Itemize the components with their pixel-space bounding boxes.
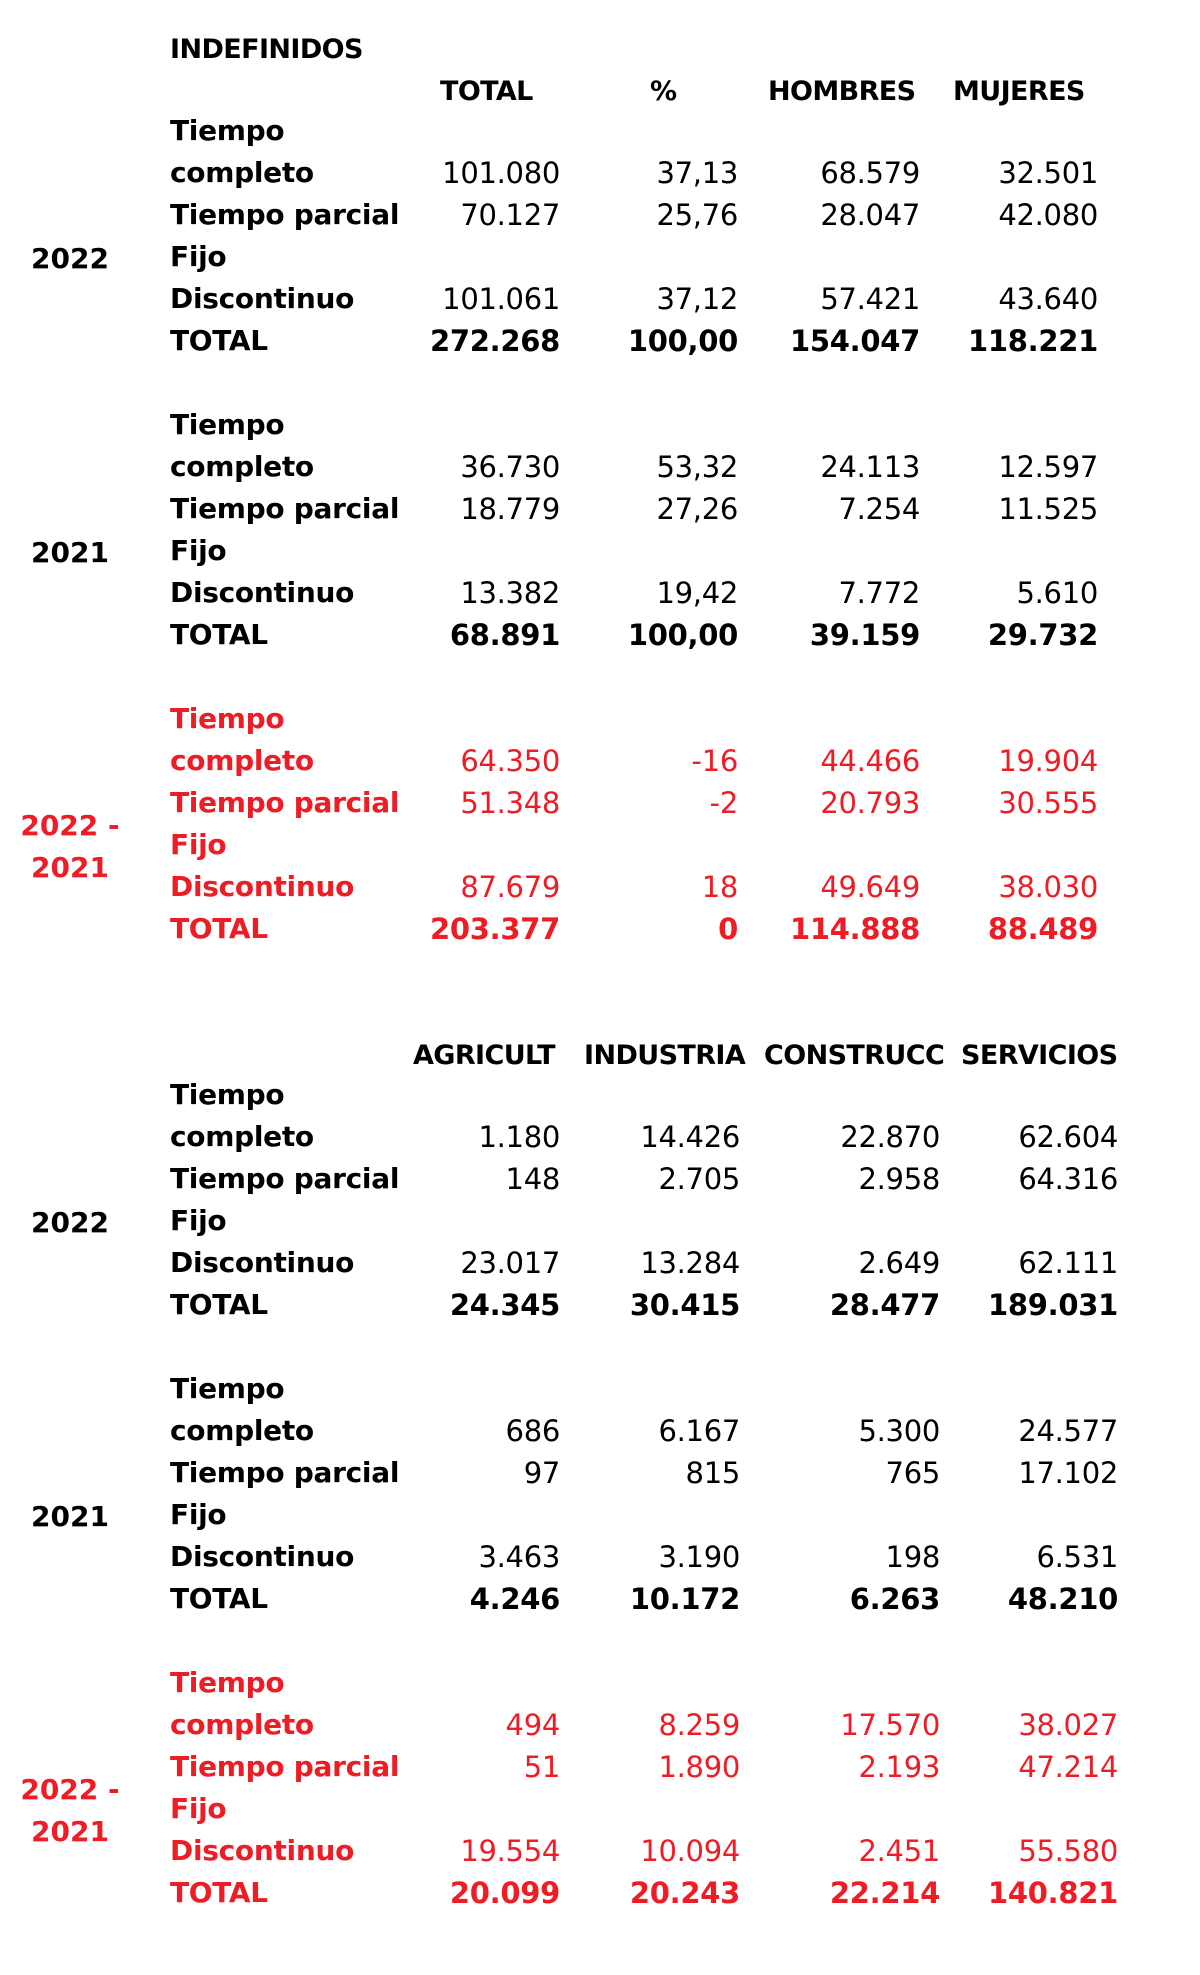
row-label: Tiempo	[170, 1372, 285, 1405]
header-total: TOTAL	[440, 76, 533, 107]
row-label: Tiempo parcial	[170, 786, 400, 819]
year-label: 2022	[31, 1206, 109, 1239]
table-cell: 6.263	[849, 1582, 940, 1616]
table-cell: 118.221	[968, 324, 1098, 358]
table-cell: 101.080	[442, 156, 560, 190]
row-label: Tiempo parcial	[170, 198, 400, 231]
table-cell: 20.793	[820, 786, 920, 820]
table-cell: 1.890	[658, 1750, 740, 1784]
row-label: Fijo	[170, 828, 227, 861]
table-cell: 97	[523, 1456, 560, 1490]
row-label: TOTAL	[170, 1582, 268, 1615]
table-cell: 30.555	[998, 786, 1098, 820]
table-cell: 24.113	[820, 450, 920, 484]
table-cell: 10.172	[629, 1582, 740, 1616]
row-label: Discontinuo	[170, 870, 355, 903]
row-label: TOTAL	[170, 1288, 268, 1321]
table-cell: 70.127	[460, 198, 560, 232]
table-cell: 44.466	[820, 744, 920, 778]
table-cell: 2.451	[858, 1834, 940, 1868]
row-label: completo	[170, 1120, 314, 1153]
table-cell: 272.268	[430, 324, 560, 358]
header-servicios: SERVICIOS	[961, 1040, 1118, 1071]
table-cell: 11.525	[998, 492, 1098, 526]
row-label: Tiempo parcial	[170, 1456, 400, 1489]
header-hombres: HOMBRES	[768, 76, 916, 107]
table-cell: 3.190	[658, 1540, 740, 1574]
row-label: Tiempo	[170, 1666, 285, 1699]
table-cell: 8.259	[658, 1708, 740, 1742]
table-cell: 36.730	[460, 450, 560, 484]
table-cell: 47.214	[1018, 1750, 1118, 1784]
table-cell: 2.649	[858, 1246, 940, 1280]
table-cell: -2	[709, 786, 738, 820]
table-cell: 19.904	[998, 744, 1098, 778]
table-cell: 17.102	[1018, 1456, 1118, 1490]
page-title: INDEFINIDOS	[170, 34, 363, 65]
table-cell: 3.463	[478, 1540, 560, 1574]
row-label: Fijo	[170, 1498, 227, 1531]
table-cell: 68.891	[449, 618, 560, 652]
table-cell: 19.554	[460, 1834, 560, 1868]
header-percent: %	[650, 76, 677, 107]
table-cell: 815	[685, 1456, 740, 1490]
table-cell: 20.243	[629, 1876, 740, 1910]
table-cell: 27,26	[656, 492, 738, 526]
row-label: Discontinuo	[170, 282, 355, 315]
table-cell: 6.531	[1036, 1540, 1118, 1574]
table-cell: 19,42	[656, 576, 738, 610]
table-cell: 140.821	[988, 1876, 1118, 1910]
table-cell: 2.958	[858, 1162, 940, 1196]
table-cell: 64.316	[1018, 1162, 1118, 1196]
table-cell: 1.180	[478, 1120, 560, 1154]
year-label: 2022 - 2021	[20, 809, 120, 884]
header-mujeres: MUJERES	[953, 76, 1085, 107]
row-label: TOTAL	[170, 324, 268, 357]
header-agricult: AGRICULT	[413, 1040, 555, 1071]
row-label: Tiempo parcial	[170, 1162, 400, 1195]
table-cell: 686	[505, 1414, 560, 1448]
row-label: TOTAL	[170, 1876, 268, 1909]
table-cell: 20.099	[449, 1876, 560, 1910]
table-cell: 87.679	[460, 870, 560, 904]
year-label: 2022 - 2021	[20, 1773, 120, 1848]
table-cell: 43.640	[998, 282, 1098, 316]
table-cell: 68.579	[820, 156, 920, 190]
table-cell: 25,76	[656, 198, 738, 232]
table-cell: 7.254	[838, 492, 920, 526]
table-cell: 62.111	[1018, 1246, 1118, 1280]
table-cell: 13.284	[640, 1246, 740, 1280]
table-cell: 18	[701, 870, 738, 904]
row-label: Discontinuo	[170, 1834, 355, 1867]
table-cell: 5.610	[1016, 576, 1098, 610]
row-label: Discontinuo	[170, 1246, 355, 1279]
row-label: completo	[170, 1708, 314, 1741]
table-cell: 42.080	[998, 198, 1098, 232]
table-cell: 18.779	[460, 492, 560, 526]
table-cell: 53,32	[656, 450, 738, 484]
table-cell: 494	[505, 1708, 560, 1742]
row-label: Tiempo	[170, 1078, 285, 1111]
table-cell: 2.705	[658, 1162, 740, 1196]
table-cell: 114.888	[790, 912, 920, 946]
row-label: Fijo	[170, 1204, 227, 1237]
table-cell: 37,13	[656, 156, 738, 190]
table-cell: 24.345	[449, 1288, 560, 1322]
table-cell: 0	[718, 912, 738, 946]
table-cell: 22.870	[840, 1120, 940, 1154]
table-cell: 6.167	[658, 1414, 740, 1448]
table-cell: 51	[523, 1750, 560, 1784]
table-cell: 28.047	[820, 198, 920, 232]
table-cell: 62.604	[1018, 1120, 1118, 1154]
table-cell: 22.214	[829, 1876, 940, 1910]
row-label: Tiempo	[170, 408, 285, 441]
table-cell: 12.597	[998, 450, 1098, 484]
row-label: Discontinuo	[170, 576, 355, 609]
table-cell: 148	[505, 1162, 560, 1196]
year-label: 2021	[31, 1500, 109, 1533]
header-industria: INDUSTRIA	[584, 1040, 746, 1071]
row-label: Tiempo parcial	[170, 1750, 400, 1783]
table-cell: 203.377	[430, 912, 560, 946]
table-cell: 100,00	[627, 618, 738, 652]
table-cell: 14.426	[640, 1120, 740, 1154]
row-label: Tiempo parcial	[170, 492, 400, 525]
table-cell: 189.031	[988, 1288, 1118, 1322]
table-cell: 30.415	[629, 1288, 740, 1322]
row-label: Fijo	[170, 534, 227, 567]
row-label: Fijo	[170, 1792, 227, 1825]
table-cell: 64.350	[460, 744, 560, 778]
table-cell: 13.382	[460, 576, 560, 610]
row-label: Tiempo	[170, 114, 285, 147]
table-cell: 198	[885, 1540, 940, 1574]
table-cell: 24.577	[1018, 1414, 1118, 1448]
year-label: 2021	[31, 536, 109, 569]
table-cell: 38.030	[998, 870, 1098, 904]
row-label: TOTAL	[170, 912, 268, 945]
table-cell: 55.580	[1018, 1834, 1118, 1868]
table-cell: 48.210	[1007, 1582, 1118, 1616]
table-cell: 4.246	[469, 1582, 560, 1616]
year-label: 2022	[31, 242, 109, 275]
table-cell: 32.501	[998, 156, 1098, 190]
row-label: completo	[170, 1414, 314, 1447]
row-label: completo	[170, 744, 314, 777]
table-cell: 88.489	[987, 912, 1098, 946]
table-cell: -16	[691, 744, 738, 778]
table-cell: 154.047	[790, 324, 920, 358]
table-cell: 101.061	[442, 282, 560, 316]
table-cell: 29.732	[987, 618, 1098, 652]
table-cell: 49.649	[820, 870, 920, 904]
table-cell: 38.027	[1018, 1708, 1118, 1742]
row-label: completo	[170, 156, 314, 189]
table-cell: 765	[885, 1456, 940, 1490]
table-cell: 100,00	[627, 324, 738, 358]
table-cell: 5.300	[858, 1414, 940, 1448]
row-label: Fijo	[170, 240, 227, 273]
table-cell: 2.193	[858, 1750, 940, 1784]
table-cell: 17.570	[840, 1708, 940, 1742]
table-cell: 10.094	[640, 1834, 740, 1868]
table-cell: 37,12	[656, 282, 738, 316]
row-label: completo	[170, 450, 314, 483]
table-cell: 23.017	[460, 1246, 560, 1280]
row-label: TOTAL	[170, 618, 268, 651]
row-label: Tiempo	[170, 702, 285, 735]
table-cell: 28.477	[829, 1288, 940, 1322]
table-cell: 57.421	[820, 282, 920, 316]
table-cell: 51.348	[460, 786, 560, 820]
table-cell: 39.159	[809, 618, 920, 652]
row-label: Discontinuo	[170, 1540, 355, 1573]
header-construcc: CONSTRUCC	[764, 1040, 945, 1071]
table-cell: 7.772	[838, 576, 920, 610]
